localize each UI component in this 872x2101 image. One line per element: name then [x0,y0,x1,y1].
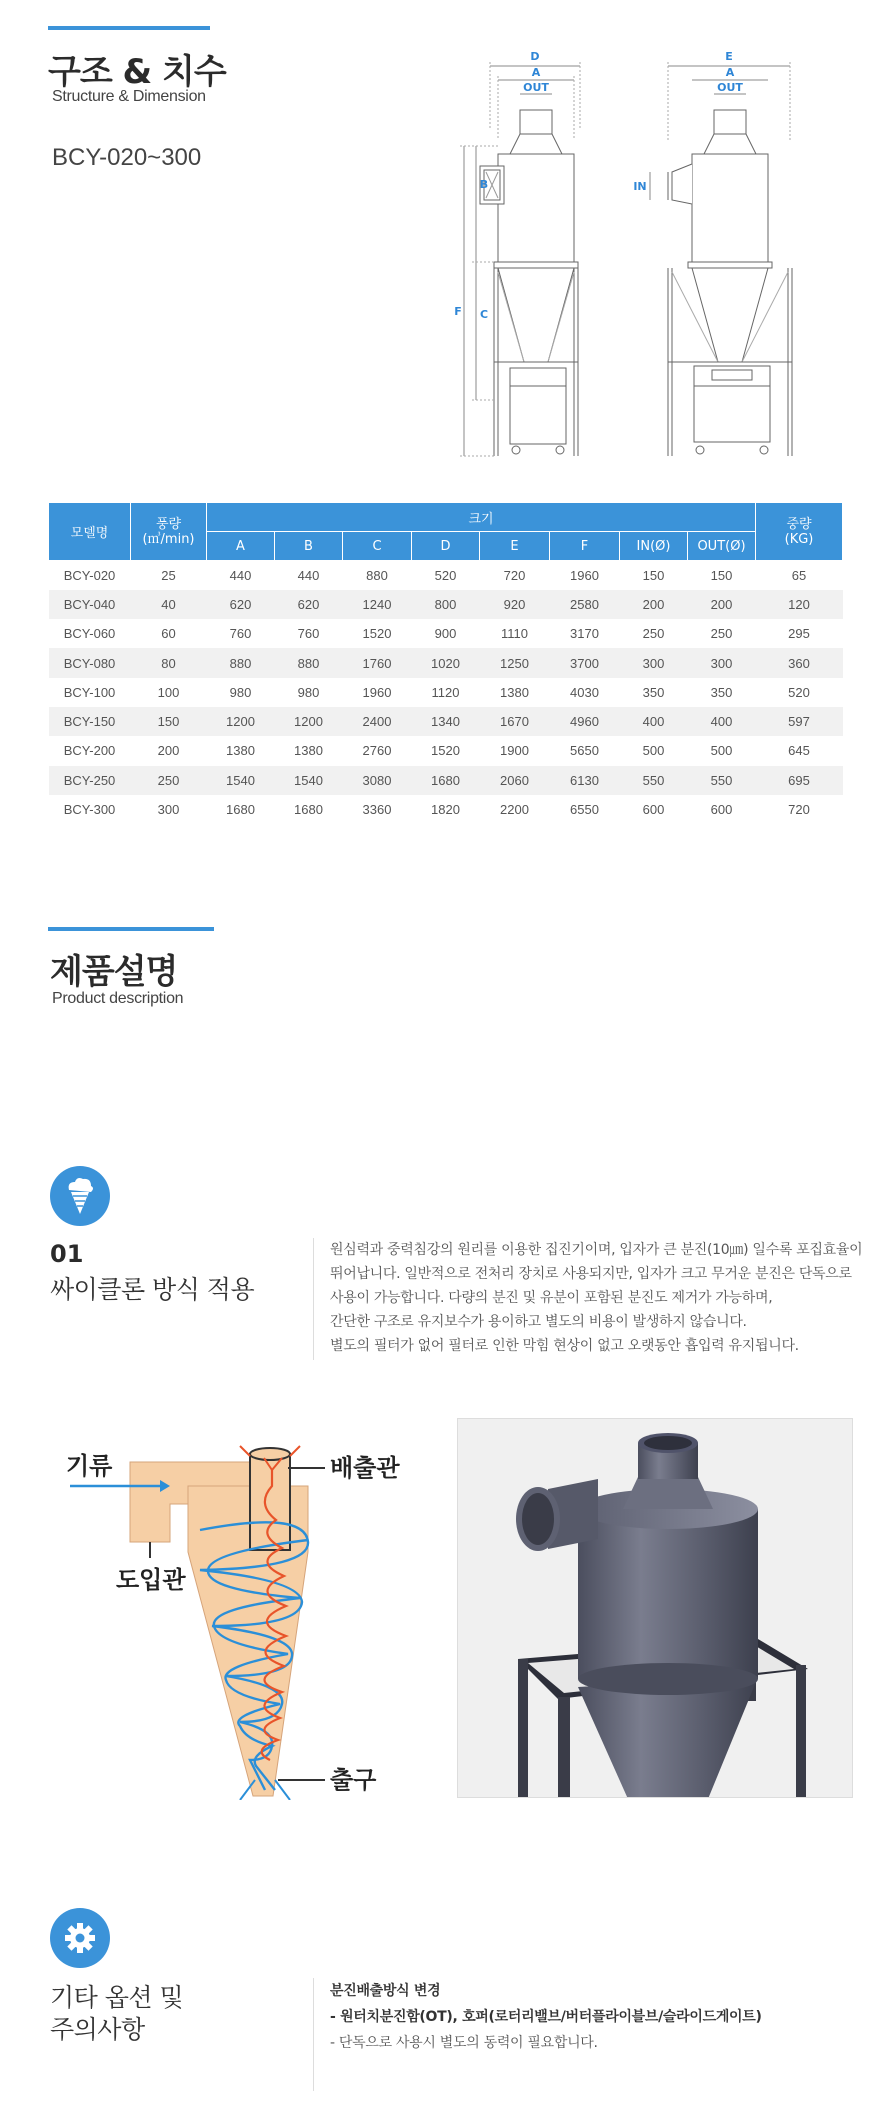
dim-label-d: D [530,50,540,63]
table-cell: 6550 [570,802,599,818]
table-cell: 1380 [294,743,323,759]
col-header-in: IN(Ø) [620,532,688,561]
table-cell: 900 [434,626,457,642]
dim-label-f: F [454,305,462,318]
table-cell: 440 [229,567,252,583]
col-header-f: F [550,532,620,561]
table-cell: 1110 [501,626,528,642]
table-cell: 1960 [570,567,599,583]
section2-title: 제품설명 [50,952,178,992]
table-row [49,648,843,677]
dim-label-in: IN [633,180,647,193]
table-row [49,736,843,765]
col-header-a: A [207,532,275,561]
table-cell: 645 [788,743,810,759]
table-cell: 1240 [343,590,412,619]
table-cell: 150 [642,567,665,583]
col-header-d: D [412,532,480,561]
table-cell: 60 [161,626,176,642]
table-cell: 597 [756,707,843,736]
feature1-line-3: 사용이 가능합니다. 다량의 분진 및 유분이 포함된 분진도 제거가 가능하며, [330,1290,773,1306]
table-cell: 1680 [226,802,255,818]
table-cell: 1200 [207,707,275,736]
section1-accent-line [48,26,210,30]
table-cell: 920 [480,590,550,619]
table-cell: 600 [642,802,665,818]
table-cell: 400 [620,707,688,736]
table-cell: 1380 [500,684,529,700]
label-exhaust: 배출관 [330,1454,400,1482]
table-cell: 520 [788,684,810,700]
table-cell: 2060 [480,766,550,795]
dim-label-b: B [479,178,489,191]
table-cell: 1680 [294,802,323,818]
dim-label-out-front: OUT [523,81,549,94]
table-cell: 200 [688,590,756,619]
option-heading: 분진배출방식 변경 [330,1983,441,1999]
table-cell: 250 [642,626,665,642]
table-cell: 1670 [480,707,550,736]
table-cell: 1900 [500,743,529,759]
table-cell: 2760 [362,743,392,759]
table-cell: 1340 [412,707,480,736]
feature2-title-line2: 주의사항 [50,2015,145,2044]
table-row [49,795,843,824]
table-cell: 800 [412,590,480,619]
cyclone-render-image [457,1418,853,1798]
feature1-description [330,1238,862,1358]
table-cell: 620 [207,590,275,619]
table-cell: 80 [131,648,207,677]
table-cell: 2580 [550,590,620,619]
table-cell: 150 [710,567,733,583]
table-row [49,561,843,590]
table-cell: 1540 [207,766,275,795]
table-cell: 3700 [550,648,620,677]
table-cell: BCY-020 [63,567,116,583]
table-cell: 1120 [431,684,460,700]
table-cell: 3080 [343,766,412,795]
table-cell: 760 [297,626,320,642]
table-cell: 980 [297,684,320,700]
model-range: BCY-020~300 [52,144,202,171]
table-cell: 500 [642,743,665,759]
option-power-note: - 단독으로 사용시 별도의 동력이 필요합니다. [330,2035,598,2051]
table-cell: BCY-040 [49,590,131,619]
table-cell: 3360 [362,802,392,818]
label-outlet: 출구 [330,1766,377,1794]
table-cell: BCY-200 [63,743,116,759]
table-cell: 400 [688,707,756,736]
table-cell: 720 [503,567,526,583]
col-header-size: 크기 [207,503,756,532]
table-cell: 550 [620,766,688,795]
table-cell: 350 [710,684,733,700]
section2-accent-line [48,927,214,931]
table-cell: 1250 [480,648,550,677]
options-list [330,1978,762,2056]
table-cell: BCY-250 [49,766,131,795]
col-header-model: 모델명 [49,503,131,561]
table-row [49,678,843,707]
table-cell: 300 [688,648,756,677]
table-cell: 620 [275,590,343,619]
table-cell: 720 [788,802,810,818]
table-cell: 695 [756,766,843,795]
table-cell: BCY-300 [63,802,116,818]
table-cell: BCY-100 [63,684,116,700]
table-cell: 65 [791,567,807,583]
feature2-divider [313,1978,314,2091]
col-header-out: OUT(Ø) [688,532,756,561]
table-cell: 6130 [550,766,620,795]
table-cell: 295 [788,626,810,642]
table-cell: 1960 [362,684,392,700]
table-cell: BCY-080 [49,648,131,677]
option-dust-discharge: - 원터치분진함(OT), 호퍼(로터리밸브/버터플라이블브/슬라이드게이트) [330,2009,762,2025]
table-cell: 200 [157,743,180,759]
table-cell: 1680 [412,766,480,795]
table-cell: 350 [642,684,665,700]
table-cell: 2400 [343,707,412,736]
feature1-title: 싸이클론 방식 적용 [50,1275,255,1304]
table-cell: 100 [157,684,180,700]
table-cell: 120 [756,590,843,619]
table-cell: BCY-060 [63,626,116,642]
table-cell: 550 [688,766,756,795]
feature1-line-5: 별도의 필터가 없어 필터로 인한 막힘 현상이 없고 오랫동안 흡입력 유지됩니다. [330,1338,799,1354]
label-airflow: 기류 [66,1452,113,1480]
col-header-b: B [275,532,343,561]
feature1-line-4: 간단한 구조로 유지보수가 용이하고 별도의 비용이 발생하지 않습니다. [330,1314,747,1330]
table-cell: 1760 [343,648,412,677]
table-cell: 40 [131,590,207,619]
table-cell: 4030 [570,684,599,700]
table-cell: 600 [710,802,733,818]
feature1-line-1: 원심력과 중력침강의 원리를 이용한 집진기이며, 입자가 큰 분진(10㎛) 일수록 포집효율이 [330,1242,863,1258]
spec-table [48,502,843,824]
table-cell: 250 [131,766,207,795]
table-row [49,707,843,736]
feature1-number: 01 [50,1240,84,1268]
table-cell: 880 [366,567,388,583]
table-cell: 360 [756,648,843,677]
table-cell: 520 [434,567,457,583]
table-row [49,766,843,795]
table-cell: 880 [207,648,275,677]
table-row [49,619,843,648]
section2-subtitle: Product description [52,990,184,1007]
table-cell: 200 [620,590,688,619]
table-cell: 440 [297,567,320,583]
dim-label-c: C [479,308,489,321]
table-cell: BCY-150 [49,707,131,736]
col-header-e: E [480,532,550,561]
col-header-c: C [343,532,412,561]
label-inlet: 도입관 [116,1566,186,1594]
table-cell: 980 [229,684,252,700]
dim-label-a-front: A [531,66,541,79]
table-cell: 1020 [412,648,480,677]
table-cell: 300 [157,802,180,818]
dim-label-out-side: OUT [717,81,743,94]
section1-title: 구조 & 치수 [48,52,226,92]
section1-subtitle: Structure & Dimension [52,88,206,105]
dim-label-a-side: A [725,66,735,79]
table-row [49,590,843,619]
col-header-weight: 중량 (KG) [756,503,843,561]
feature1-divider [313,1238,314,1360]
gear-icon [50,1908,110,1968]
table-cell: 1200 [275,707,343,736]
dimension-drawing [450,40,850,490]
table-cell: 150 [131,707,207,736]
table-cell: 1820 [431,802,460,818]
table-cell: 5650 [570,743,599,759]
table-cell: 1520 [431,743,460,759]
table-cell: 1540 [275,766,343,795]
table-cell: 250 [710,626,733,642]
cyclone-diagram [50,1430,430,1800]
table-cell: 300 [620,648,688,677]
table-cell: 4960 [550,707,620,736]
col-header-flow: 풍량 (㎥/min) [131,503,207,561]
table-cell: 1380 [226,743,255,759]
table-cell: 25 [161,567,176,583]
dim-label-e: E [725,50,733,63]
spec-table-body [49,561,843,825]
feature1-line-2: 뛰어납니다. 일반적으로 전처리 장치로 사용되지만, 입자가 크고 무거운 분진은 단독으로 [330,1266,852,1282]
feature2-title-line1: 기타 옵션 및 [50,1983,184,2012]
table-cell: 2200 [500,802,529,818]
table-cell: 760 [229,626,252,642]
ice-cream-cyclone-icon [50,1166,110,1226]
table-cell: 500 [710,743,733,759]
table-cell: 3170 [570,626,599,642]
table-cell: 880 [275,648,343,677]
table-cell: 1520 [362,626,392,642]
